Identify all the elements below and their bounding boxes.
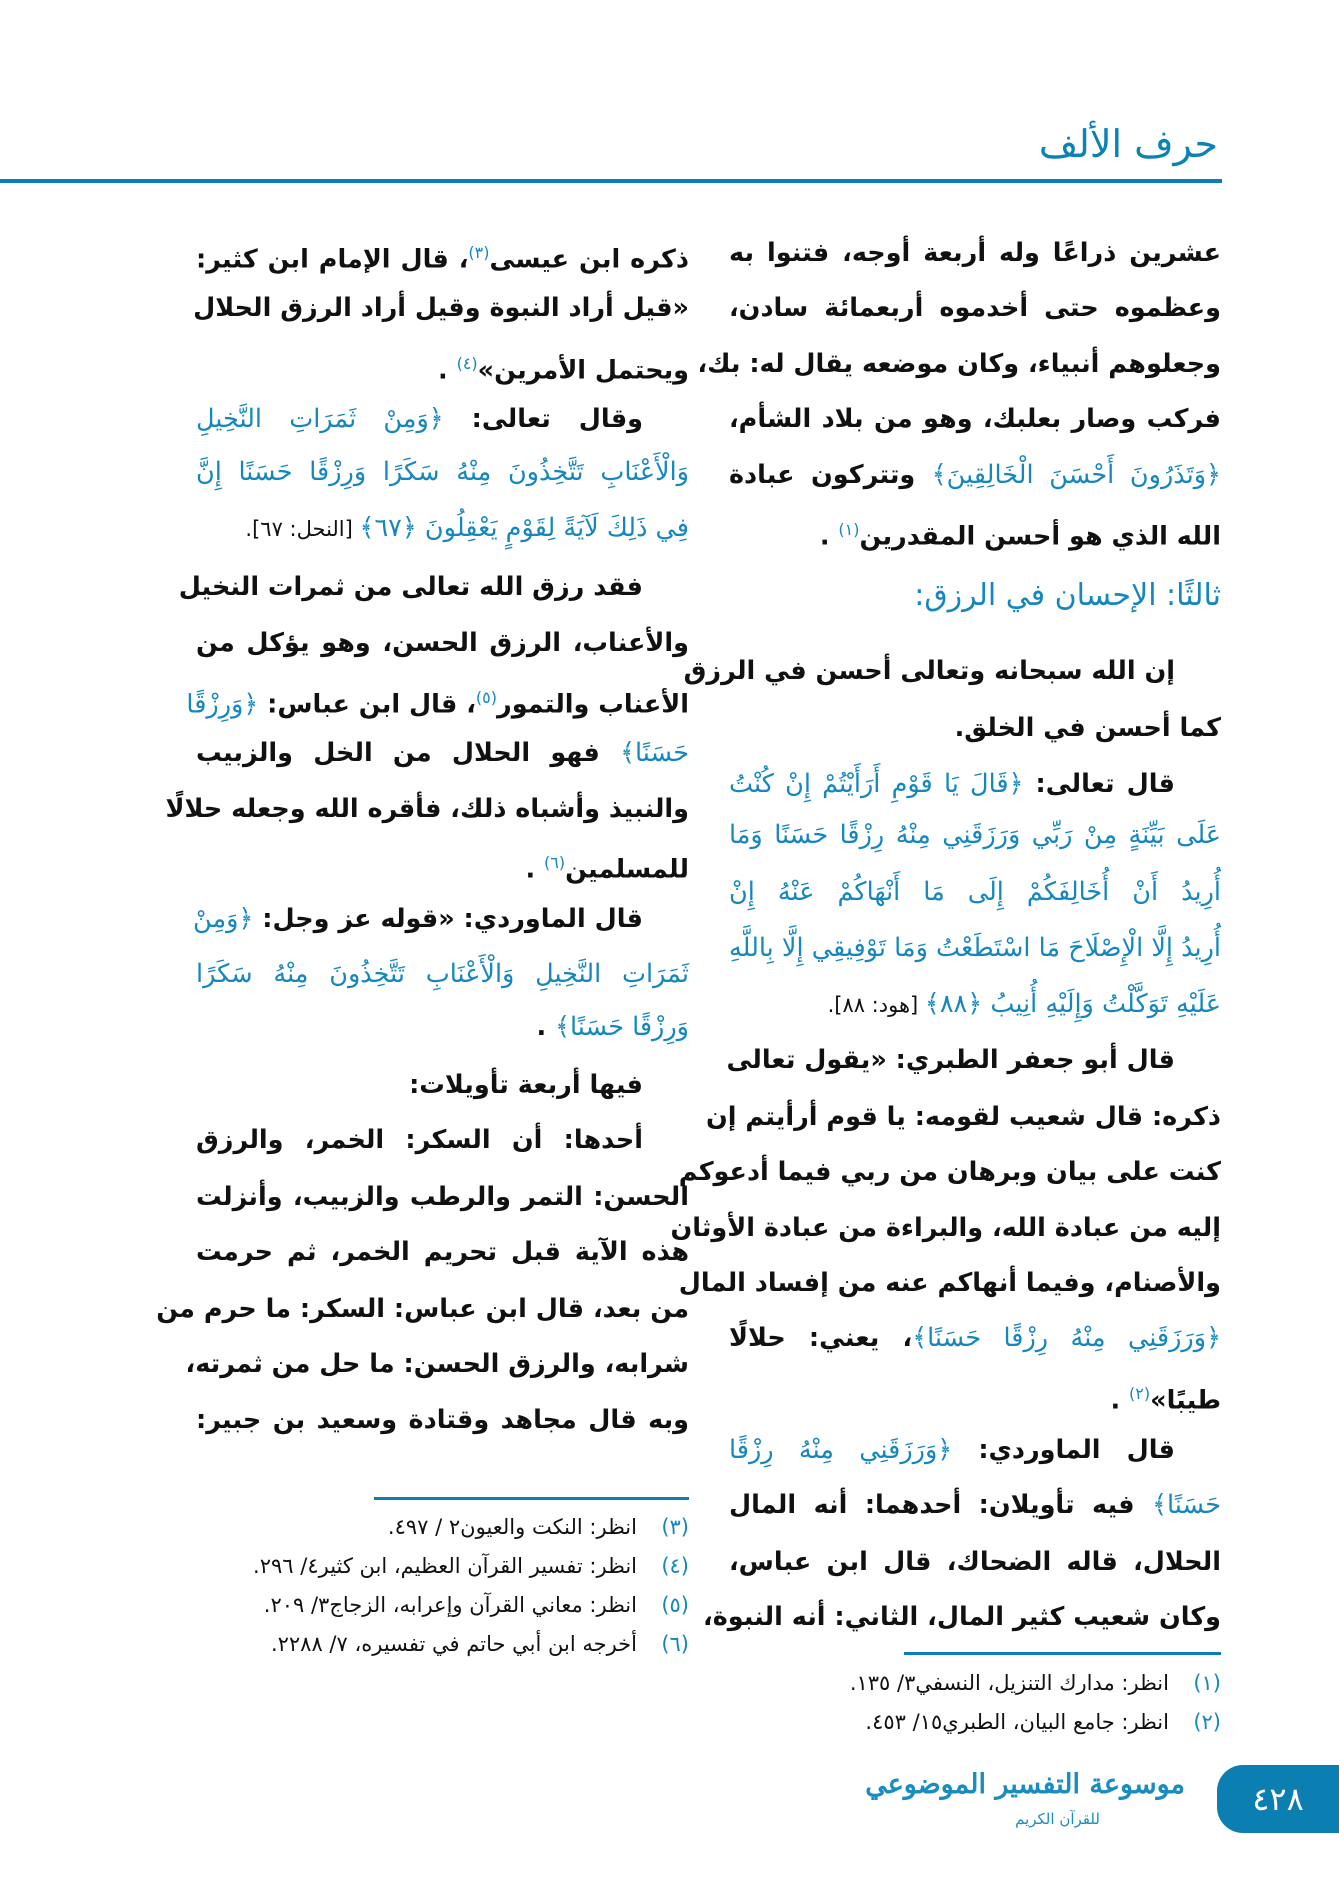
footnote-text: انظر: مدارك التنزيل، النسفي٣/ ١٣٥. [849,1671,1169,1695]
quran-verse: حَسَنًا﴾ [620,738,689,768]
text-line [729,708,1221,748]
text-line [729,1430,1221,1470]
text-line [196,733,689,773]
quran-verse: فِي ذَلِكَ لَآيَةً لِقَوْمٍ يَعْقِلُونَ ﴿٦٧﴾ [359,513,689,543]
body-text: هذه الآية قبل تحريم الخمر، ثم حرمت [196,1237,689,1267]
encyclopedia-logo [865,1762,1185,1844]
body-text: شرابه، والرزق الحسن: ما حل من ثمرته، [185,1349,689,1379]
text-line [178,567,689,607]
quran-verse: أُرِيدُ أَنْ أُخَالِفَكُمْ إِلَى مَا أَنْهَاكُمْ عَنْهُ إِنْ [729,877,1221,907]
quran-verse: ﴿وَمِنْ [193,904,254,934]
text-line [729,928,1221,968]
body-text: ذكره: قال شعيب لقومه: يا قوم أرأيتم إن [706,1102,1221,1132]
text-line [703,1597,1221,1637]
body-text: الحلال، قاله الضحاك، قال ابن عباس، [729,1547,1221,1577]
text-line [196,623,689,663]
footnote [194,1625,689,1664]
footnote [194,1586,689,1625]
body-text: ذكره ابن عيسى [489,244,689,275]
body-text: . [1110,1385,1130,1416]
header-divider [0,179,1222,183]
body-text: قال الماوردي: [952,1435,1175,1465]
text-line [729,455,1221,495]
footnote-number: (٤) [661,1554,689,1578]
footnote-text: أخرجه ابن أبي حاتم في تفسيره، ٧/ ٢٢٨٨. [270,1632,637,1656]
body-text: والنبيذ وأشباه ذلك، فأقره الله وجعله حلالًا [165,794,689,824]
text-line [729,984,1221,1024]
section-heading: ثالثًا: الإحسان في الرزق: [914,578,1221,613]
verse-reference: [النحل: ٦٧]. [245,517,360,541]
quran-verse: ﴿قَالَ يَا قَوْمِ أَرَأَيْتُمْ إِنْ كُنْتُ [729,769,1024,799]
text-line [729,399,1221,439]
footnote [801,1664,1221,1703]
body-text: ، قال ابن عباس: [258,689,476,720]
body-text: كنت على بيان وبرهان من ربي فيما أدعوكم [678,1157,1221,1187]
text-line [196,1065,689,1105]
body-text: الأعناب والتمور [497,689,689,720]
text-line [729,1374,1221,1414]
body-text: وتتركون عبادة [729,460,932,490]
body-text: قال أبو جعفر الطبري: «يقول تعالى [726,1045,1175,1075]
body-text: والأصنام، وفيما أنهاكم عنه من إفساد المال [678,1268,1221,1298]
text-line [196,452,689,492]
quran-verse: ﴿وَتَذَرُونَ أَحْسَنَ الْخَالِقِينَ﴾ [931,460,1221,490]
footnote-number: (٣) [661,1515,689,1539]
text-line [196,954,689,994]
body-text: والأعناب، الرزق الحسن، وهو يؤكل من [196,628,689,658]
body-text: وقال تعالى: [443,404,643,434]
footnote [194,1508,689,1547]
body-text: كما أحسن في الخلق. [954,713,1221,743]
text-line [196,843,689,883]
quran-verse: أُرِيدُ إِلَّا الْإِصْلَاحَ مَا اسْتَطَعْتُ وَمَا تَوْفِيقِي إِلَّا بِاللَّهِ [729,933,1221,963]
footnote-text: انظر: معاني القرآن وإعرابه، الزجاج٣/ ٢٠٩. [263,1593,637,1617]
logo-title: موسوعة التفسير الموضوعي [865,1769,1185,1800]
logo-subtitle: للقرآن الكريم [1015,1810,1100,1828]
text-line [196,344,689,384]
footnotes-list [194,1508,689,1664]
quran-verse: وَرِزْقًا حَسَنًا﴾ [555,1012,689,1042]
footnote [801,1703,1221,1742]
text-line [196,1232,689,1272]
text-line [697,344,1221,384]
text-line [683,651,1221,691]
footnote-text: انظر: تفسير القرآن العظيم، ابن كثير٤/ ٢٩٦. [253,1554,637,1578]
body-text: فيها أربعة تأويلات: [409,1070,643,1100]
text-line [196,233,689,273]
footnote-marker[interactable]: (٥) [475,688,498,707]
chapter-title: حرف الألف [1038,122,1218,166]
text-line [678,1152,1221,1192]
text-line [196,508,689,548]
footnote-text: انظر: جامع البيان، الطبري١٥/ ٤٥٣. [865,1710,1169,1734]
body-text: «قيل أراد النبوة وقيل أراد الرزق الحلال [193,293,689,323]
text-line [156,1289,689,1329]
footnote-number: (٥) [661,1593,689,1617]
body-text: قال تعالى: [1023,769,1175,799]
footnote-number: (٦) [661,1632,689,1656]
body-text: فقد رزق الله تعالى من ثمرات النخيل [178,572,643,602]
footnote-number: (١) [1193,1671,1221,1695]
body-text: . [819,521,839,552]
verse-reference: [هود: ٨٨]. [827,993,925,1017]
quran-verse: ﴿وَرَزَقَنِي مِنْهُ رِزْقًا [729,1435,953,1465]
text-line [185,1344,689,1384]
quran-verse: وَالْأَعْنَابِ تَتَّخِذُونَ مِنْهُ سَكَرًا وَرِزْقًا حَسَنًا إِنَّ [196,457,689,487]
body-text: فهو الحلال من الخل والزبيب [196,738,621,768]
text-line [678,1263,1221,1303]
body-text: طيبًا» [1150,1385,1221,1416]
footnote-marker[interactable]: (٣) [468,243,490,262]
footnote-marker[interactable]: (٤) [456,354,478,373]
text-line [729,764,1221,804]
body-text: ويحتمل الأمرين» [477,355,689,386]
footnote-marker[interactable]: (٢) [1129,1384,1151,1403]
body-text: وكان شعيب كثير المال، الثاني: أنه النبوة، [703,1602,1221,1632]
text-line [193,288,689,328]
quran-verse: حَسَنًا﴾ [1152,1490,1221,1520]
text-line [706,1097,1221,1137]
text-line [729,1485,1221,1525]
footnote-marker[interactable]: (٦) [544,853,566,872]
text-line [193,899,689,939]
body-text: ، قال الإمام ابن كثير: [196,244,469,275]
text-line [729,288,1221,328]
footnote-divider-left [374,1497,689,1500]
body-text: وعظموه حتى أخدموه أربعمائة سادن، [729,293,1221,323]
text-line [729,510,1221,550]
quran-verse: ﴿وَرِزْقًا [186,689,259,720]
quran-verse: ثَمَرَاتِ النَّخِيلِ وَالْأَعْنَابِ تَتَّخِذُونَ مِنْهُ سَكَرًا [196,959,689,989]
body-text: إليه من عبادة الله، والبراءة من عبادة الأوثان [670,1213,1221,1243]
body-text: . [438,355,457,386]
footnote-divider-right [904,1652,1221,1655]
body-text: الحسن: التمر والرطب والزبيب، وأنزلت [196,1182,689,1212]
text-line [729,872,1221,912]
body-text: وجعلوهم أنبياء، وكان موضعه يقال له: بك، [697,349,1221,379]
text-line [165,789,689,829]
body-text: ، يعني: حلالًا [729,1323,913,1353]
text-line [196,1007,689,1047]
body-text: إن الله سبحانه وتعالى أحسن في الرزق [683,656,1175,686]
footnote-marker[interactable]: (١) [838,520,860,539]
page-number: ٤٢٨ [1217,1765,1339,1833]
body-text: للمسلمين [565,854,689,885]
text-line [670,1208,1221,1248]
body-text: . [525,854,545,885]
footnote-number: (٢) [1193,1710,1221,1734]
quran-verse: عَلَيْهِ تَوَكَّلْتُ وَإِلَيْهِ أُنِيبُ ﴿٨٨﴾ [924,989,1221,1019]
text-line [729,1318,1221,1358]
footnote-text: انظر: النكت والعيون٢ / ٤٩٧. [387,1515,637,1539]
body-text: الله الذي هو أحسن المقدرين [859,521,1221,552]
text-line [186,678,689,720]
quran-verse: ﴿وَرَزَقَنِي مِنْهُ رِزْقًا حَسَنًا﴾ [912,1323,1222,1353]
body-text: فيه تأويلان: أحدهما: أنه المال [729,1490,1153,1520]
text-line [729,815,1221,855]
body-text: عشرين ذراعًا وله أربعة أوجه، فتنوا به [729,238,1221,268]
text-line [196,1120,689,1160]
body-text: . [536,1012,556,1042]
quran-verse: ﴿وَمِنْ ثَمَرَاتِ النَّخِيلِ [196,404,444,434]
quran-verse: عَلَى بَيِّنَةٍ مِنْ رَبِّي وَرَزَقَنِي مِنْهُ رِزْقًا حَسَنًا وَمَا [729,820,1221,850]
body-text: وبه قال مجاهد وقتادة وسعيد بن جبير: [196,1405,689,1435]
text-line [196,1177,689,1217]
text-line [729,233,1221,273]
text-line [196,1400,689,1440]
body-text: فركب وصار بعلبك، وهو من بلاد الشأم، [729,404,1221,434]
body-text: من بعد، قال ابن عباس: السكر: ما حرم من [156,1294,689,1324]
footnotes-list [801,1664,1221,1742]
body-text: قال الماوردي: «قوله عز وجل: [253,904,643,934]
footnote [194,1547,689,1586]
text-line [729,1542,1221,1582]
body-text: أحدها: أن السكر: الخمر، والرزق [196,1125,643,1155]
text-line [196,399,689,439]
text-line [726,1040,1221,1080]
